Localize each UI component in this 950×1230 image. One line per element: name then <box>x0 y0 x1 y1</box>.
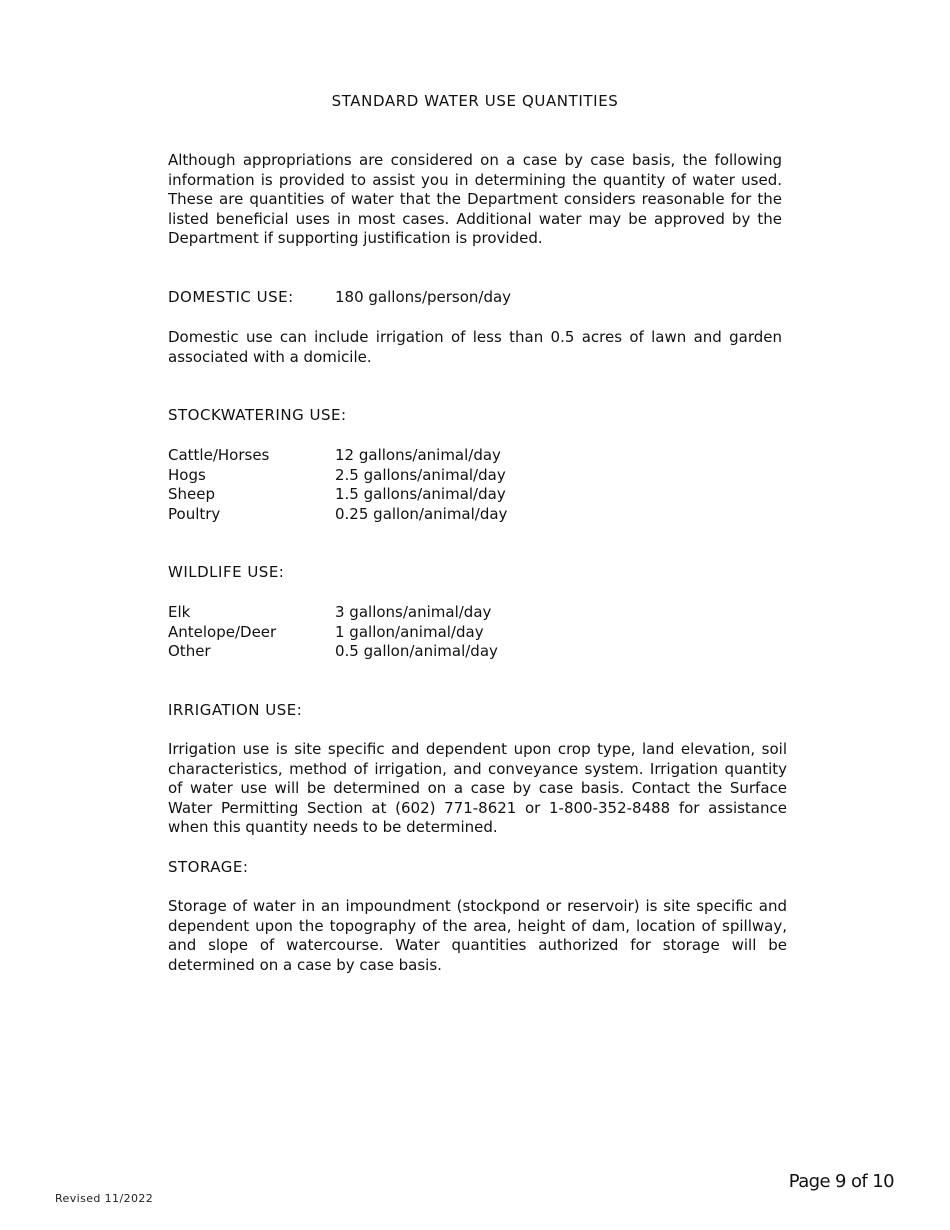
table-row <box>168 642 498 662</box>
animal-label: Poultry <box>168 504 221 523</box>
animal-rate: 1 gallon/animal/day <box>335 622 484 641</box>
storage-paragraph: Storage of water in an impoundment (stockpond or reservoir) is site specific and dependent upon the topography of the area, height of dam, location of spillway, and slope of watercourse. Water quantities authorized for storage will be determined on a case by case basis. <box>168 897 787 974</box>
revision-date: Revised 11/2022 <box>55 1192 154 1205</box>
animal-rate: 1.5 gallons/animal/day <box>335 485 506 504</box>
wildlife-table <box>168 603 498 662</box>
page-number: Page 9 of 10 <box>788 1171 894 1192</box>
animal-label: Other <box>168 642 211 661</box>
animal-rate: 2.5 gallons/animal/day <box>335 465 506 484</box>
table-row <box>168 505 507 525</box>
animal-label: Hogs <box>168 465 206 484</box>
animal-rate: 12 gallons/animal/day <box>335 446 501 464</box>
irrigation-use-heading: IRRIGATION USE: <box>168 701 303 719</box>
table-row <box>168 446 507 466</box>
domestic-use-note: Domestic use can include irrigation of less than 0.5 acres of lawn and garden associated with a domicile. <box>168 328 782 366</box>
wildlife-use-heading: WILDLIFE USE: <box>168 563 285 581</box>
stockwatering-table <box>168 446 507 524</box>
irrigation-use-paragraph: Irrigation use is site specific and dependent upon crop type, land elevation, soil characteristics, method of irrigation, and conveyance system. Irrigation quantity of water use will be determined on a case by case basis. Contact the Surface Water Permitting Section at (602) 771-8621 or 1-800-352-8488 for assistance when this quantity needs to be determined. <box>168 740 787 837</box>
table-row <box>168 603 498 623</box>
domestic-use-rate: 180 gallons/person/day <box>335 288 512 306</box>
animal-rate: 0.25 gallon/animal/day <box>335 504 508 523</box>
intro-paragraph: Although appropriations are considered on a case by case basis, the following information is provided to assist you in determining the quantity of water used. These are quantities of water that the Department considers reasonable for the listed beneficial uses in most cases. Additional water may be approved by the Department if supporting justification is provided. <box>168 151 782 248</box>
animal-label: Elk <box>168 603 191 621</box>
animal-label: Sheep <box>168 485 216 504</box>
table-row <box>168 485 507 505</box>
table-row <box>168 623 498 643</box>
stockwatering-use-heading: STOCKWATERING USE: <box>168 406 347 424</box>
animal-label: Antelope/Deer <box>168 622 277 641</box>
animal-rate: 0.5 gallon/animal/day <box>335 642 498 661</box>
page-title: STANDARD WATER USE QUANTITIES <box>331 92 619 110</box>
storage-heading: STORAGE: <box>168 858 249 876</box>
animal-rate: 3 gallons/animal/day <box>335 603 492 621</box>
table-row <box>168 466 507 486</box>
domestic-use-heading: DOMESTIC USE: <box>168 288 294 306</box>
animal-label: Cattle/Horses <box>168 446 270 464</box>
